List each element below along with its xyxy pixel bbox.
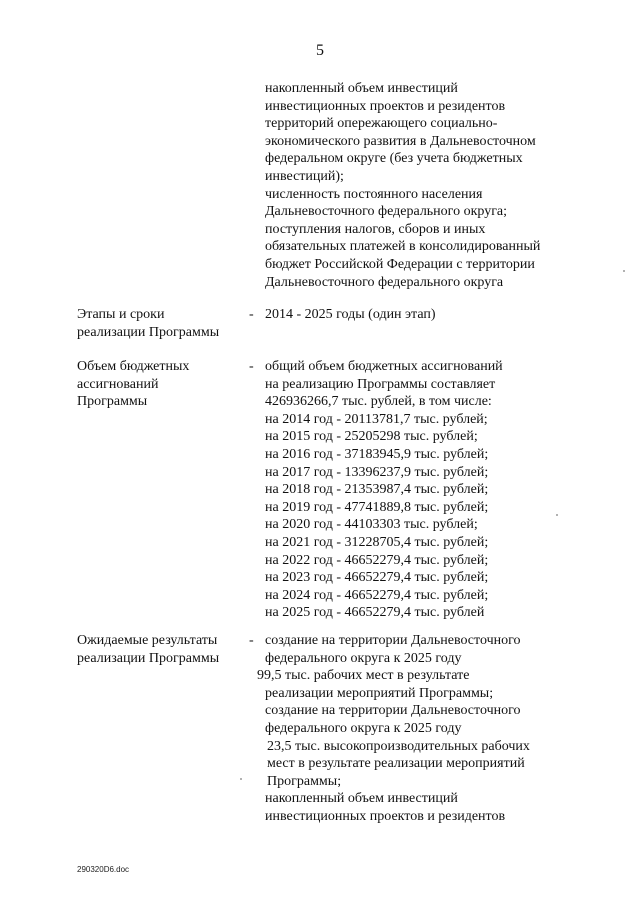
text-line: федерального округа к 2025 году	[265, 720, 462, 736]
section-label-budget	[77, 358, 247, 411]
text-line: мест в результате реализации мероприятий	[267, 756, 525, 772]
text-line: 426936266,7 тыс. рублей, в том числе:	[265, 394, 492, 410]
text-line: территорий опережающего социально-	[265, 116, 498, 132]
section-label-stages	[77, 306, 247, 341]
budget-year-line: на 2024 год - 46652279,4 тыс. рублей;	[265, 587, 489, 603]
budget-year-line: на 2022 год - 46652279,4 тыс. рублей;	[265, 552, 489, 568]
document-filename: 290320D6.doc	[77, 865, 130, 874]
text-line: федеральном округе (без учета бюджетных	[265, 151, 523, 167]
scan-speck	[240, 778, 242, 780]
text-line: накопленный объем инвестиций	[265, 791, 458, 807]
text-line: реализации мероприятий Программы;	[265, 685, 494, 701]
text-line: 99,5 тыс. рабочих мест в результате	[257, 668, 470, 684]
text-line: накопленный объем инвестиций	[265, 81, 458, 96]
text-line: общий объем бюджетных ассигнований	[265, 359, 503, 374]
label-line: Объем бюджетных	[77, 359, 190, 374]
budget-year-line: на 2020 год - 44103303 тыс. рублей;	[265, 517, 478, 533]
budget-year-line: на 2025 год - 46652279,4 тыс. рублей	[265, 605, 485, 621]
text-line: численность постоянного населения	[265, 186, 483, 202]
text-line: инвестиционных проектов и резидентов	[265, 98, 506, 114]
section-content-budget	[265, 358, 595, 622]
budget-year-line: на 2021 год - 31228705,4 тыс. рублей;	[265, 534, 489, 550]
text-line: создание на территории Дальневосточного	[265, 633, 521, 648]
budget-year-line: на 2018 год - 21353987,4 тыс. рублей;	[265, 482, 489, 498]
text-line: поступления налогов, сборов и иных	[265, 221, 486, 237]
budget-year-line: на 2014 год - 20113781,7 тыс. рублей;	[265, 411, 488, 427]
text-line: Дальневосточного федерального округа;	[265, 204, 508, 220]
budget-year-line: на 2016 год - 37183945,9 тыс. рублей;	[265, 446, 489, 462]
label-line: реализации Программы	[77, 650, 220, 666]
budget-year-line: на 2015 год - 25205298 тыс. рублей;	[265, 429, 478, 445]
label-line: Ожидаемые результаты	[77, 633, 218, 648]
scan-speck	[556, 514, 558, 516]
text-line: 2014 - 2025 годы (один этап)	[265, 307, 436, 322]
label-line: Этапы и сроки	[77, 307, 165, 322]
section-dash: -	[249, 633, 254, 648]
section-content-results	[257, 632, 595, 826]
budget-year-line: на 2023 год - 46652279,4 тыс. рублей;	[265, 570, 489, 586]
section-content-stages	[265, 306, 595, 324]
text-line: на реализацию Программы составляет	[265, 376, 496, 392]
text-line: инвестиционных проектов и резидентов	[265, 808, 506, 824]
section-label-results	[77, 632, 247, 667]
section-dash: -	[249, 307, 254, 322]
section-dash: -	[249, 359, 254, 374]
label-line: реализации Программы	[77, 324, 220, 340]
text-line: Программы;	[267, 773, 342, 789]
label-line: Программы	[77, 394, 148, 410]
text-line: инвестиций);	[265, 168, 344, 184]
page-number: 5	[316, 42, 324, 59]
text-line: федерального округа к 2025 году	[265, 650, 462, 666]
text-line: 23,5 тыс. высокопроизводительных рабочих	[267, 738, 530, 754]
budget-year-line: на 2017 год - 13396237,9 тыс. рублей;	[265, 464, 489, 480]
text-line: обязательных платежей в консолидированный	[265, 239, 541, 255]
text-line: создание на территории Дальневосточного	[265, 703, 521, 719]
text-line: экономического развития в Дальневосточном	[265, 133, 536, 149]
text-line: Дальневосточного федерального округа	[265, 274, 504, 290]
intro-paragraph	[265, 80, 595, 291]
scan-speck	[623, 270, 625, 272]
label-line: ассигнований	[77, 376, 159, 392]
text-line: бюджет Российской Федерации с территории	[265, 256, 535, 272]
budget-year-line: на 2019 год - 47741889,8 тыс. рублей;	[265, 499, 489, 515]
